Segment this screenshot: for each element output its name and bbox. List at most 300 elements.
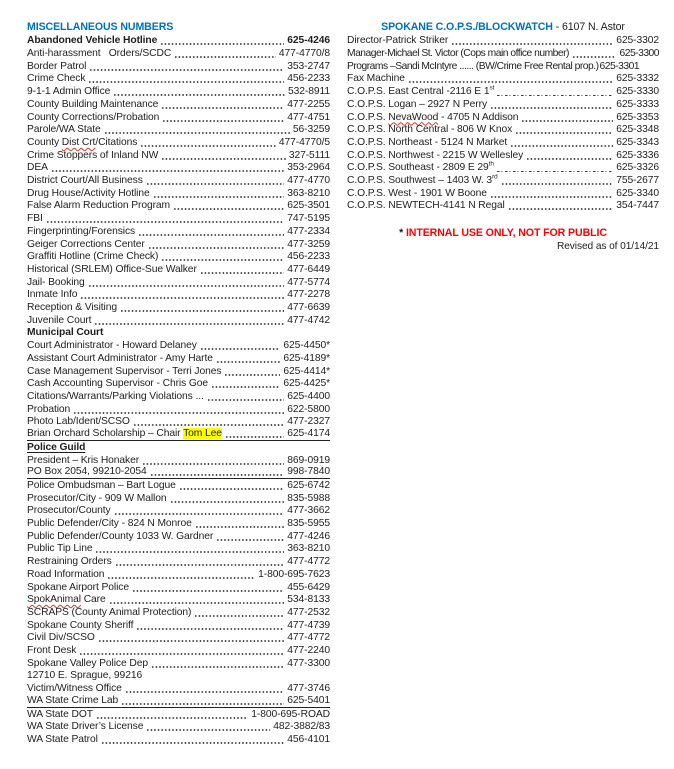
phone-number: 625-5401 <box>287 694 330 706</box>
cops-blockwatch-list <box>347 35 659 213</box>
directory-entry <box>27 505 330 518</box>
dot-leader <box>160 43 284 45</box>
directory-entry <box>27 479 330 492</box>
phone-number: 625-4425* <box>283 378 330 390</box>
dot-leader <box>114 513 285 515</box>
phone-number: 477-6449 <box>287 263 330 275</box>
entry-label <box>27 137 137 149</box>
phone-number: 622-5800 <box>287 403 330 415</box>
entry-label: Programs –Sandi McIntyre ...... (BW/Crime Free Rental prop.) <box>347 60 599 72</box>
dot-leader <box>490 107 613 109</box>
directory-entry <box>27 644 330 657</box>
directory-entry <box>347 162 659 175</box>
dot-leader <box>195 526 285 528</box>
dot-leader <box>146 183 285 185</box>
cops-blockwatch-column <box>347 21 659 769</box>
entry-label: WA State DOT <box>27 708 93 720</box>
directory-entry <box>27 428 330 441</box>
phone-number: 477-4770/8 <box>278 48 330 59</box>
dot-leader <box>451 43 613 45</box>
directory-entry <box>27 619 330 632</box>
directory-entry <box>27 263 330 276</box>
phone-number: 56-3259 <box>292 124 330 136</box>
entry-label: Municipal Court <box>27 327 104 339</box>
entry-label: Public Defender/City - 824 N Monroe <box>27 518 192 530</box>
directory-entry <box>347 98 659 111</box>
dot-leader <box>216 539 284 541</box>
directory-entry <box>347 73 659 86</box>
entry-label: County Building Maintenance <box>27 98 159 110</box>
directory-entry <box>27 543 330 556</box>
dot-leader <box>497 95 613 96</box>
phone-number: 477-3746 <box>287 683 330 695</box>
dot-leader <box>211 386 280 388</box>
phone-number: 456-2233 <box>287 73 330 85</box>
directory-entry <box>347 47 659 60</box>
entry-label: Spokane County Sheriff <box>27 619 134 631</box>
dot-leader <box>46 221 285 223</box>
section-header <box>27 441 330 454</box>
phone-number: 363-8210 <box>287 187 330 199</box>
entry-label: Juvenile Court <box>27 314 92 326</box>
entry-label <box>347 112 518 124</box>
label-text: Care <box>80 594 106 606</box>
dot-leader <box>140 145 276 147</box>
entry-label: Probation <box>27 403 71 415</box>
entry-label <box>27 594 106 606</box>
phone-number: 625-3330 <box>616 86 659 98</box>
phone-number: 625-4174 <box>287 428 330 440</box>
directory-entry <box>27 365 330 378</box>
entry-label: Road Information <box>27 568 105 580</box>
phone-number: 456-4101 <box>287 733 330 745</box>
phone-number: 477-4751 <box>287 111 330 123</box>
cops-blockwatch-address: - 6107 N. Astor <box>552 21 625 33</box>
directory-entry <box>27 276 330 289</box>
entry-label <box>347 175 498 187</box>
phone-number: 835-5988 <box>287 492 330 504</box>
entry-label: WA State Crime Lab <box>27 694 119 706</box>
miscellaneous-numbers-title <box>27 21 330 35</box>
entry-label: C.O.P.S. North Central - 806 W Knox <box>347 124 513 136</box>
directory-entry <box>347 111 659 124</box>
phone-number: 625-4246 <box>287 35 330 47</box>
directory-entry <box>27 517 330 530</box>
dot-leader <box>133 424 285 426</box>
entry-label: SCRAPS (County Animal Protection) <box>27 606 192 618</box>
directory-entry <box>27 73 330 86</box>
phone-number: 477-3662 <box>287 505 330 517</box>
entry-label: False Alarm Reduction Program <box>27 200 171 212</box>
dot-leader <box>107 577 255 579</box>
entry-label: Spokane Valley Police Dep <box>27 657 148 669</box>
directory-entry <box>27 162 330 175</box>
warning-asterisk: * <box>399 227 404 240</box>
phone-number: 353-2964 <box>287 162 330 174</box>
dot-leader <box>115 564 285 566</box>
directory-entry <box>27 60 330 73</box>
entry-label: County Corrections/Probation <box>27 111 160 123</box>
entry-label: Crime Stoppers of Inland NW <box>27 149 159 161</box>
dot-leader <box>497 171 613 172</box>
phone-number: 477-4772 <box>287 632 330 644</box>
directory-entry <box>27 378 330 391</box>
spellcheck-underlined-text: SpokAnimal <box>27 594 81 606</box>
entry-label: Inmate Info <box>27 289 78 301</box>
entry-label: Parole/WA State <box>27 124 101 136</box>
phone-number: 477-2240 <box>287 645 330 657</box>
directory-entry <box>347 136 659 149</box>
entry-label: Public Tip Line <box>27 543 93 555</box>
dot-leader <box>173 208 284 210</box>
phone-number: 625-3343 <box>616 136 659 148</box>
directory-entry <box>347 174 659 187</box>
entry-label: Abandoned Vehicle Hotline <box>27 35 158 47</box>
phone-number: 477-2278 <box>287 289 330 301</box>
dot-leader <box>207 399 285 401</box>
cops-blockwatch-title <box>347 21 659 35</box>
phone-number: 477-2327 <box>287 416 330 428</box>
entry-label: Case Management Supervisor - Terri Jones <box>27 365 222 377</box>
dot-leader <box>151 666 284 668</box>
directory-entry <box>27 695 330 708</box>
directory-entry <box>27 733 330 746</box>
miscellaneous-numbers-column <box>27 21 330 769</box>
entry-label: Anti-harassment Orders/SCDC <box>27 48 172 59</box>
phone-number: 482-3882/83 <box>273 721 330 733</box>
directory-entry <box>27 632 330 645</box>
directory-entry <box>27 85 330 98</box>
entry-label <box>27 428 222 440</box>
directory-entry <box>27 136 330 149</box>
dot-leader <box>161 259 284 261</box>
dot-leader <box>200 348 281 350</box>
phone-number: 534-8133 <box>287 594 330 606</box>
phone-number: 625-3301 <box>599 60 640 72</box>
phone-number: 625-3353 <box>616 111 659 123</box>
entry-label <box>347 86 494 98</box>
phone-number: 477-2532 <box>287 606 330 618</box>
directory-entry <box>27 98 330 111</box>
directory-entry <box>27 403 330 416</box>
dot-leader <box>572 56 616 58</box>
directory-entry <box>27 416 330 429</box>
directory-entry <box>347 85 659 98</box>
phone-number: 625-4414* <box>283 365 330 377</box>
dot-leader <box>179 488 285 490</box>
entry-label: Citations/Warrants/Parking Violations ... <box>27 390 204 402</box>
dot-leader <box>98 640 284 642</box>
directory-entry <box>347 187 659 200</box>
entry-label: PO Box 2054, 99210-2054 <box>27 466 147 478</box>
entry-label: President – Kris Honaker <box>27 454 140 466</box>
label-text: C.O.P.S. Southwest – 1403 W. 3 <box>347 175 493 187</box>
phone-number: 625-3332 <box>616 73 659 85</box>
dot-leader <box>490 196 613 198</box>
directory-entry <box>27 301 330 314</box>
directory-entry <box>27 390 330 403</box>
phone-number: 477-4770 <box>287 175 330 187</box>
dot-leader <box>170 501 285 503</box>
label-text: C.O.P.S. East Central -2116 E 1 <box>347 86 490 98</box>
dot-leader <box>80 297 284 299</box>
warning-text: INTERNAL USE ONLY, NOT FOR PUBLIC <box>405 227 607 240</box>
section-header <box>27 327 330 340</box>
entry-label: C.O.P.S. Northwest - 2215 W Wellesley <box>347 149 524 161</box>
phone-number: 477-4739 <box>287 619 330 631</box>
entry-label: Graffiti Hotline (Crime Check) <box>27 251 159 263</box>
phone-number: 477-4770/5 <box>278 136 330 148</box>
entry-label: Restraining Orders <box>27 556 112 568</box>
dot-leader <box>216 361 280 363</box>
dot-leader <box>88 285 285 287</box>
directory-entry <box>27 212 330 225</box>
directory-entry <box>27 454 330 467</box>
entry-label: Front Desk <box>27 645 77 657</box>
phone-number: 835-5955 <box>287 518 330 530</box>
phone-number: 1-800-695-ROAD <box>251 708 330 720</box>
phone-number: 625-4450* <box>283 340 330 352</box>
directory-entry <box>347 149 659 162</box>
entry-label <box>347 162 494 174</box>
phone-number: 625-6742 <box>287 479 330 491</box>
ordinal-superscript: rd <box>492 173 498 181</box>
directory-entry <box>27 352 330 365</box>
dot-leader <box>113 94 285 96</box>
dot-leader <box>153 196 285 198</box>
phone-number: 354-7447 <box>616 200 659 212</box>
directory-entry <box>27 721 330 734</box>
phone-number: 625-3348 <box>616 124 659 136</box>
dot-leader <box>225 436 284 438</box>
entry-label: District Court/All Business <box>27 175 143 187</box>
dot-leader <box>121 703 284 705</box>
entry-label: Historical (SRLEM) Office-Sue Walker <box>27 263 197 275</box>
dot-leader <box>96 717 248 719</box>
dot-leader <box>125 691 284 693</box>
entry-label: DEA <box>27 162 48 174</box>
entry-label: Geiger Corrections Center <box>27 238 145 250</box>
phone-number: 625-4189* <box>283 352 330 364</box>
phone-number: 455-6429 <box>287 581 330 593</box>
directory-entry <box>347 60 659 73</box>
entry-label: C.O.P.S. NEWTECH-4141 N Regal <box>347 200 505 212</box>
dot-leader <box>132 590 284 592</box>
directory-entry <box>27 708 330 721</box>
phone-number: 625-3340 <box>616 187 659 199</box>
phone-number: 456-2233 <box>287 251 330 263</box>
phone-number: 363-8210 <box>287 543 330 555</box>
directory-entry <box>27 314 330 327</box>
label-text: County <box>27 136 62 148</box>
entry-label: C.O.P.S. Logan – 2927 N Perry <box>347 98 488 110</box>
phone-number: 625-3336 <box>616 149 659 161</box>
entry-label: Drug House/Activity Hotline <box>27 187 150 199</box>
entry-label: Photo Lab/Ident/SCSO <box>27 416 130 428</box>
cops-blockwatch-title-text: SPOKANE C.O.P.S./BLOCKWATCH <box>381 21 553 33</box>
entry-label: WA State Driver’s License <box>27 721 144 733</box>
phone-number: 477-3259 <box>287 238 330 250</box>
spellcheck-underlined-text: Dist Crt <box>61 136 96 148</box>
directory-entry <box>27 339 330 352</box>
directory-entry <box>27 530 330 543</box>
dot-leader <box>136 628 284 630</box>
directory-entry <box>27 111 330 124</box>
entry-label: Police Guild <box>27 441 86 453</box>
phone-number: 532-8911 <box>288 86 330 98</box>
directory-entry <box>27 47 330 60</box>
entry-label: Reception & Visiting <box>27 302 117 314</box>
entry-label: 12710 E. Sprague, 99216 <box>27 670 143 682</box>
dot-leader <box>224 374 280 376</box>
label-text: Brian Orchard Scholarship – Chair <box>27 428 184 440</box>
dot-leader <box>515 132 613 134</box>
directory-entry <box>27 682 330 695</box>
phone-number: 755-2677 <box>616 175 659 187</box>
phone-number: 477-4772 <box>287 556 330 568</box>
phone-number: 353-2747 <box>287 60 330 72</box>
dot-leader <box>174 56 276 58</box>
entry-label: Victim/Witness Office <box>27 683 122 695</box>
entry-label: WA State Patrol <box>27 733 98 745</box>
entry-label: Assistant Court Administrator - Amy Harte <box>27 352 213 364</box>
directory-entry <box>27 568 330 581</box>
dot-leader <box>142 463 284 465</box>
highlighted-text: Tom Lee <box>183 428 222 440</box>
dot-leader <box>162 120 284 122</box>
ordinal-superscript: st <box>489 84 495 92</box>
entry-label: C.O.P.S. Northeast - 5124 N Market <box>347 136 508 148</box>
entry-label: Court Administrator - Howard Delaney <box>27 340 197 352</box>
miscellaneous-numbers-title-text: MISCELLANEOUS NUMBERS <box>27 21 174 33</box>
entry-label: Public Defender/County 1033 W. Gardner <box>27 530 214 542</box>
directory-entry <box>27 289 330 302</box>
dot-leader <box>526 158 613 160</box>
dot-leader <box>161 107 284 109</box>
entry-label: Prosecutor/County <box>27 505 111 517</box>
directory-entry <box>27 594 330 607</box>
phone-number: 327-5111 <box>288 149 330 161</box>
dot-leader <box>109 602 285 604</box>
dot-leader <box>521 120 613 122</box>
label-text: C.O.P.S. Southeast - 2809 E 29 <box>347 162 489 174</box>
entry-label: Police Ombudsman – Bart Logue <box>27 479 176 491</box>
entry-label: C.O.P.S. West - 1901 W Boone <box>347 187 487 199</box>
phone-number: 1-800-695-7623 <box>258 568 330 580</box>
directory-entry <box>347 124 659 137</box>
dot-leader <box>138 234 284 236</box>
dot-leader <box>194 615 284 617</box>
phone-number: 477-5774 <box>287 276 330 288</box>
dot-leader <box>101 742 284 744</box>
directory-entry <box>27 492 330 505</box>
dot-leader <box>89 69 284 71</box>
entry-label: Spokane Airport Police <box>27 581 129 593</box>
dot-leader <box>501 183 614 185</box>
label-text: /Citations <box>95 136 138 148</box>
ordinal-superscript: th <box>488 160 494 168</box>
dot-leader <box>94 323 284 325</box>
directory-entry <box>27 555 330 568</box>
dot-leader <box>146 729 270 731</box>
phone-number: 625-3501 <box>287 200 330 212</box>
directory-entry <box>27 581 330 594</box>
dot-leader <box>79 653 284 655</box>
directory-entry <box>27 251 330 264</box>
phone-number: 625-3302 <box>616 35 659 47</box>
directory-entry <box>347 35 659 48</box>
dot-leader <box>408 81 613 83</box>
dot-leader <box>148 247 285 249</box>
label-text: - 4705 N Addison <box>438 111 519 123</box>
directory-entry <box>27 187 330 200</box>
miscellaneous-numbers-list <box>27 35 330 746</box>
phone-number: 625-3300 <box>619 48 659 59</box>
phone-number: 625-4400 <box>287 390 330 402</box>
label-text: C.O.P.S. <box>347 111 389 123</box>
dot-leader <box>104 132 290 134</box>
entry-label: Director-Patrick Striker <box>347 35 449 47</box>
phone-number: 477-4742 <box>287 314 330 326</box>
dot-leader <box>510 145 613 147</box>
phone-number: 625-3333 <box>616 98 659 110</box>
directory-entry <box>27 657 330 670</box>
dot-leader <box>51 170 284 172</box>
entry-label: Cash Accounting Supervisor - Chris Goe <box>27 378 209 390</box>
directory-entry <box>27 467 330 480</box>
dot-leader <box>95 551 284 553</box>
directory-entry <box>27 238 330 251</box>
dot-leader <box>508 208 614 210</box>
phone-number: 998-7840 <box>287 466 330 478</box>
phone-number: 477-2334 <box>287 225 330 237</box>
spellcheck-underlined-text: NevaWood <box>388 111 439 123</box>
entry-label: FBI <box>27 213 43 225</box>
phone-number: 747-5195 <box>287 213 330 225</box>
directory-entry <box>27 606 330 619</box>
directory-entry <box>27 149 330 162</box>
phone-number: 477-3300 <box>287 657 330 669</box>
directory-entry <box>27 35 330 48</box>
directory-entry <box>27 124 330 137</box>
phone-number: 477-2255 <box>287 98 330 110</box>
dot-leader <box>200 272 285 274</box>
entry-label: Crime Check <box>27 73 86 85</box>
entry-label: 9-1-1 Admin Office <box>27 86 111 98</box>
phone-number: 477-6639 <box>287 302 330 314</box>
revised-date: Revised as of 01/14/21 <box>556 241 659 253</box>
dot-leader <box>120 310 284 312</box>
entry-label: Jail- Booking <box>27 276 85 288</box>
entry-label: Fax Machine <box>347 73 405 85</box>
phone-number: 625-3326 <box>616 162 659 174</box>
directory-entry <box>27 174 330 187</box>
directory-entry <box>347 200 659 213</box>
directory-entry <box>27 670 330 683</box>
entry-label: Border Patrol <box>27 60 87 72</box>
directory-entry <box>27 200 330 213</box>
entry-label: Fingerprinting/Forensics <box>27 225 136 237</box>
entry-label: Prosecutor/City - 909 W Mallon <box>27 492 167 504</box>
internal-use-warning <box>347 227 659 239</box>
entry-label: Manager-Michael St. Victor (Cops main office number) <box>347 48 569 59</box>
phone-number: 869-0919 <box>287 454 330 466</box>
dot-leader <box>88 81 284 83</box>
phone-number: 477-4246 <box>287 530 330 542</box>
dot-leader <box>73 412 284 414</box>
directory-entry <box>27 225 330 238</box>
dot-leader <box>161 158 286 160</box>
